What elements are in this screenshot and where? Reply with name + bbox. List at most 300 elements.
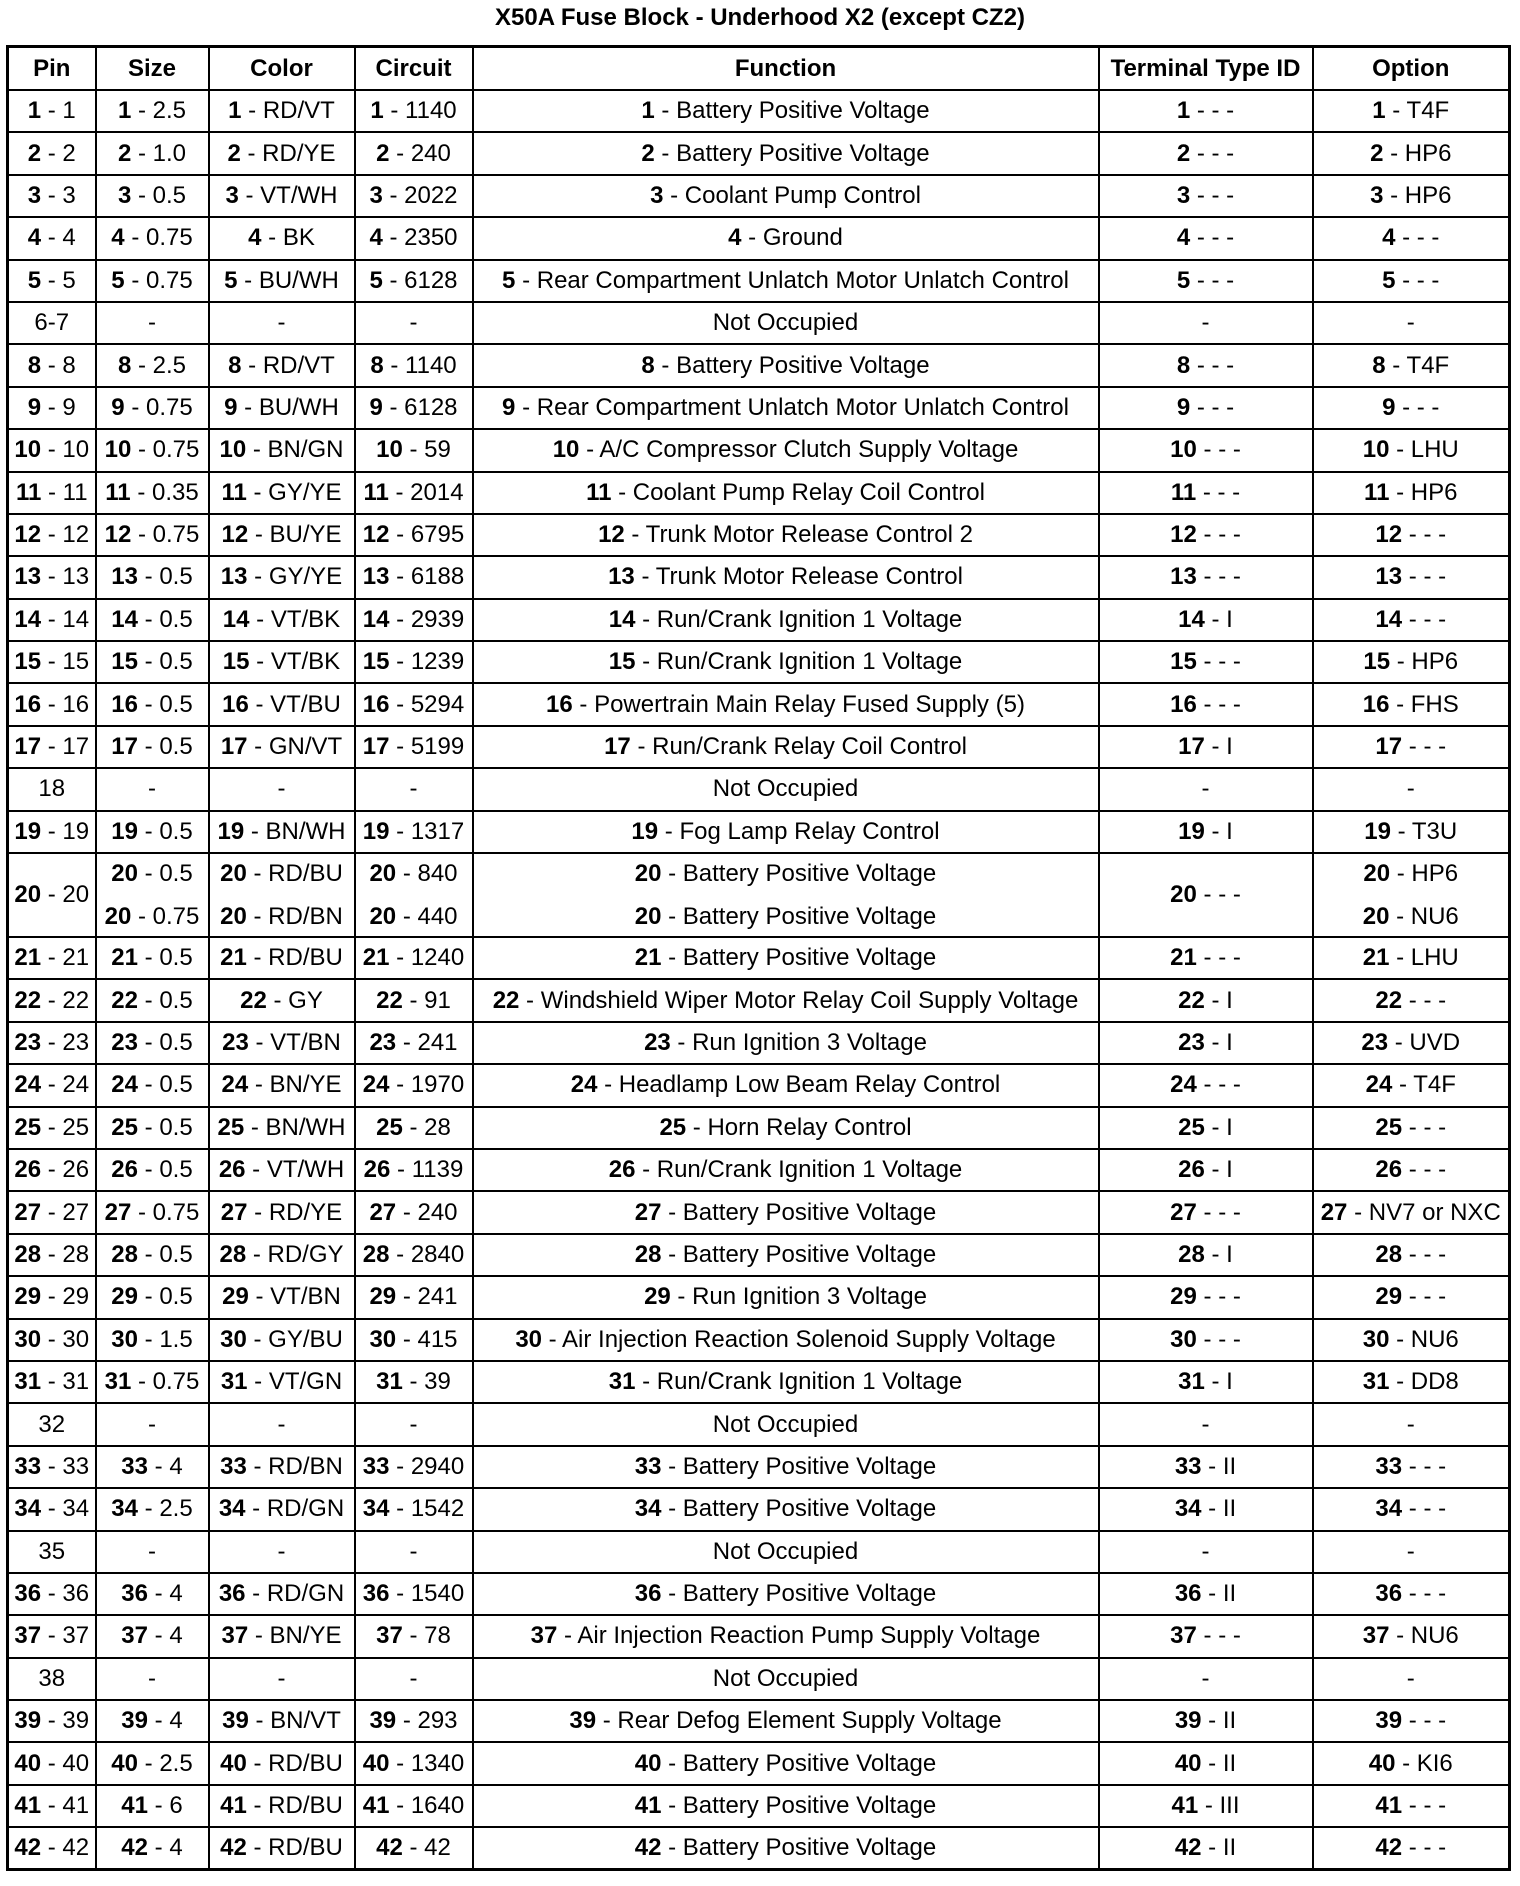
cell-key: 37 [530,1622,558,1650]
cell-text: - - [1218,1622,1241,1650]
cell-value: 22 - Windshield Wiper Motor Relay Coil Supply Voltage [492,986,1079,1014]
cell-text: 415 [417,1325,458,1353]
table-row [8,683,1510,725]
cell-key: 17 [14,733,42,761]
circuit-cell [355,260,473,302]
table-row [8,429,1510,471]
cell-key: 30 [515,1325,543,1353]
cell-value: 31 - 39 [376,1368,451,1396]
cell-text: RD/BU [268,1792,343,1820]
cell-key: 19 [362,817,390,845]
table-row [8,175,1510,217]
cell-value: 26 - Run/Crank Ignition 1 Voltage [608,1156,963,1184]
cell-text: GY [288,986,323,1014]
pin-cell [8,683,96,725]
cell-text: 0.5 [159,1029,193,1056]
circuit-cell [355,1658,473,1700]
cell-value [1407,1411,1415,1438]
cell-key: 2 [376,139,390,167]
cell-text: Trunk Motor Release Control [655,563,963,591]
cell-key: 28 [1375,1240,1403,1268]
cell-key: 23 [14,1029,42,1056]
cell-value: 2 - 2 [27,139,76,167]
cell-value: 12 - 0.75 [104,521,200,549]
cell-value: 19 - 19 [14,817,90,845]
cell-text: 59 [424,436,451,464]
cell-text: 0.5 [159,733,193,761]
cell-text: 15 [62,648,90,676]
cell-text: 38 [38,1664,66,1692]
option-cell [1313,1107,1510,1149]
cell-key: 25 [659,1113,687,1141]
cell-text: 293 [417,1707,458,1735]
cell-text: BU/YE [269,521,342,549]
pin-cell [8,1827,96,1870]
cell-value: 26 - 0.5 [111,1156,193,1184]
function-cell [473,726,1099,768]
cell-key: 14 [608,605,636,633]
cell-key: 14 [362,605,390,633]
cell-value: 9 - BU/WH [224,393,339,421]
cell-text: BN/YE [269,1622,342,1650]
option-cell [1313,387,1510,429]
cell-key: 34 [14,1495,42,1523]
cell-text: RD/VT [262,97,335,125]
cell-key: 2 [1370,139,1384,167]
cell-key: 19 [111,817,138,845]
cell-text: - - [1211,393,1235,421]
cell-value: 14 - - - [1375,605,1447,633]
color-cell [209,1446,355,1488]
pin-cell [8,1785,96,1827]
pin-cell [8,344,96,386]
color-cell [209,514,355,556]
option-cell [1313,1064,1510,1106]
terminal-type-cell [1099,1573,1313,1615]
function-cell [473,768,1099,810]
cell-value: 8 - T4F [1372,351,1450,379]
cell-key: 30 [369,1325,397,1353]
circuit-cell [355,429,473,471]
pin-cell [8,1742,96,1784]
size-cell [96,599,209,641]
cell-key: 22 [1375,986,1403,1014]
color-cell [209,1573,355,1615]
function-cell [473,937,1099,979]
cell-text: 0.5 [159,1113,193,1141]
color-cell [209,1191,355,1233]
cell-value [278,309,286,336]
pin-cell [8,472,96,514]
cell-key: 14 [14,605,42,633]
cell-text: BU/WH [258,393,339,421]
table-row [8,1276,1510,1318]
circuit-cell [355,1488,473,1530]
function-cell [473,1615,1099,1657]
cell-key: 19 [1178,817,1205,845]
cell-value [1202,1538,1210,1565]
size-cell [96,1319,209,1361]
cell-value: 27 - Battery Positive Voltage [634,1198,937,1226]
cell-key: 12 [104,521,132,549]
cell-text: 0.5 [159,944,193,972]
cell-value: 26 - VT/WH [218,1156,345,1184]
cell-text: - [148,775,156,803]
circuit-cell [355,556,473,598]
color-cell [209,768,355,810]
cell-key: 40 [1368,1749,1396,1777]
cell-text: - - [1416,393,1440,421]
cell-value: 36 - II [1174,1580,1237,1608]
cell-text: RD/YE [268,1198,343,1226]
page-title: X50A Fuse Block - Underhood X2 (except CZ2) [495,4,1025,31]
cell-text: - - [1423,1113,1447,1141]
color-cell [209,1064,355,1106]
cell-value: 4 - BK [248,224,315,252]
cell-value: 29 - 0.5 [111,1283,193,1311]
cell-value: 39 - 293 [369,1707,458,1735]
cell-value: 21 - Battery Positive Voltage [634,944,937,972]
cell-text: 14 [62,605,90,633]
cell-text: - [1201,1410,1210,1438]
cell-key: 4 [111,224,125,252]
cell-text: 2.5 [159,1495,193,1523]
size-cell [96,1149,209,1191]
size-cell [96,811,209,853]
cell-value: 23 - Run Ignition 3 Voltage [644,1029,927,1056]
cell-key: 10 [1362,436,1390,464]
cell-value: 21 - RD/BU [220,944,343,972]
cell-text: I [1226,817,1233,845]
color-cell [209,811,355,853]
cell-text: 31 [62,1368,90,1396]
cell-text: - [148,1537,156,1565]
cell-value: 28 - I [1178,1240,1233,1268]
cell-text: - [148,1410,156,1438]
cell-key: 25 [1178,1113,1205,1141]
cell-value: 27 - 240 [369,1198,458,1226]
cell-value: 20 - RD/BU [220,859,343,887]
cell-value: 24 - Headlamp Low Beam Relay Control [570,1071,1001,1099]
cell-key: 40 [220,1749,247,1777]
cell-key: 23 [1178,1029,1205,1056]
option-cell [1313,302,1510,344]
option-cell [1313,979,1510,1021]
cell-key: 23 [644,1029,671,1056]
pin-cell [8,1191,96,1233]
terminal-type-cell [1099,1276,1313,1318]
cell-key: 33 [220,1452,247,1480]
cell-value [38,775,65,802]
circuit-cell [355,90,473,132]
cell-value: 19 - I [1178,817,1233,845]
cell-value: 19 - T3U [1364,817,1458,845]
cell-key: 27 [634,1198,662,1226]
cell-value: 3 - 0.5 [117,181,187,209]
cell-text: 0.5 [159,690,193,718]
cell-key: 21 [14,944,42,972]
cell-value: 21 - LHU [1362,944,1459,972]
cell-key: 8 [1372,351,1386,379]
cell-value: 22 - 91 [376,986,451,1014]
cell-value: 23 - 241 [369,1029,458,1056]
cell-text: III [1219,1792,1240,1820]
cell-text: NU6 [1410,902,1459,930]
cell-text: - [277,1410,286,1438]
cell-value: 15 - - - [1170,648,1241,676]
cell-value: 10 - 0.75 [104,436,200,464]
circuit-cell [355,1700,473,1742]
size-cell [96,937,209,979]
cell-value: 30 - 30 [14,1325,90,1353]
circuit-cell [355,1319,473,1361]
pin-cell [8,302,96,344]
cell-key: 27 [1170,1198,1197,1226]
cell-value: 23 - UVD [1361,1029,1461,1056]
cell-value: 5 - 0.75 [111,266,193,294]
cell-key: 30 [220,1325,247,1353]
cell-text: 6128 [404,393,458,421]
cell-value [1407,1538,1415,1565]
color-cell [209,1107,355,1149]
cell-text: - - [1416,224,1440,252]
cell-key: 22 [1178,986,1205,1014]
cell-value: 10 - - - [1170,436,1241,464]
cell-text: HP6 [1404,181,1452,209]
function-cell [473,1149,1099,1191]
cell-value: 33 - RD/BN [220,1452,343,1480]
cell-key: 22 [111,986,138,1014]
cell-text: BN/YE [269,1071,342,1099]
table-row [8,472,1510,514]
cell-text: - - [1218,648,1241,676]
color-cell [209,726,355,768]
size-cell [96,1785,209,1827]
cell-value: 36 - 1540 [362,1580,465,1608]
cell-value [713,775,858,802]
cell-value: 24 - 24 [14,1071,90,1099]
cell-key: 26 [608,1156,636,1184]
cell-text: 241 [417,1283,458,1311]
cell-text: GN/VT [268,733,343,761]
size-cell [96,1022,209,1064]
cell-value: 24 - - - [1170,1071,1241,1099]
cell-text: - - [1423,521,1447,549]
cell-text: 42 [424,1834,451,1862]
terminal-type-cell [1099,260,1313,302]
cell-key: 15 [362,648,390,676]
cell-value: 28 - RD/GY [219,1240,344,1268]
size-cell [96,260,209,302]
cell-value: 34 - 2.5 [111,1495,193,1523]
cell-text: 0.5 [159,1071,193,1099]
table-row [8,132,1510,174]
cell-text: HP6 [1404,139,1452,167]
cell-value: 20 - Battery Positive Voltage [634,902,937,930]
cell-text: 1240 [410,944,465,972]
cell-key: 26 [1178,1156,1205,1184]
cell-text: 2.5 [159,1749,193,1777]
cell-text: VT/BU [270,690,341,718]
cell-text: II [1222,1834,1237,1862]
cell-key: 21 [1362,944,1390,972]
color-cell [209,429,355,471]
cell-key: 17 [362,733,390,761]
cell-text: 39 [62,1707,90,1735]
cell-value: 11 - HP6 [1364,478,1458,506]
header-terminal-type-id: Terminal Type ID [1099,47,1313,91]
cell-key: 10 [552,436,580,464]
pin-cell [8,1149,96,1191]
cell-text: - - [1211,139,1235,167]
terminal-type-cell [1099,1785,1313,1827]
cell-key: 13 [608,563,635,591]
cell-text: Rear Compartment Unlatch Motor Unlatch Control [536,393,1069,421]
cell-value: 39 - 39 [14,1707,90,1735]
cell-value: 5 - 6128 [369,266,458,294]
cell-key: 29 [14,1283,42,1311]
cell-value: 37 - NU6 [1362,1622,1459,1650]
cell-key: 21 [111,944,138,972]
pin-cell [8,260,96,302]
circuit-cell [355,1234,473,1276]
cell-text: 33 [62,1452,90,1480]
function-cell [473,1276,1099,1318]
cell-value: 12 - Trunk Motor Release Control 2 [598,521,973,549]
cell-text: - [277,309,286,337]
cell-value: 13 - - - [1375,563,1447,591]
cell-key: 30 [111,1325,138,1353]
cell-text: - - [1218,690,1241,718]
cell-value: 36 - 4 [121,1580,183,1608]
cell-value: 8 - Battery Positive Voltage [641,351,930,379]
cell-text: 23 [62,1029,90,1056]
cell-key: 11 [586,478,612,506]
cell-text: HP6 [1411,648,1459,676]
cell-value: 34 - II [1174,1495,1237,1523]
cell-key: 40 [362,1749,390,1777]
cell-text: 1540 [410,1580,465,1608]
function-cell [473,1785,1099,1827]
cell-key: 2 [27,139,42,167]
cell-text: 91 [424,986,451,1014]
cell-text: 10 [62,436,90,464]
cell-value: 29 - 241 [369,1283,458,1311]
size-cell [96,641,209,683]
cell-key: 40 [634,1749,662,1777]
cell-key: 40 [14,1749,42,1777]
cell-key: 11 [1170,478,1197,506]
cell-key: 31 [1362,1368,1390,1396]
table-row [8,937,1510,979]
function-cell [473,132,1099,174]
table-row [8,217,1510,259]
cell-key: 16 [14,690,42,718]
option-cell [1313,683,1510,725]
cell-text: 2350 [404,224,458,252]
cell-key: 9 [111,393,125,421]
cell-value: 5 - - - [1176,266,1235,294]
cell-value: 37 - 37 [14,1622,90,1650]
cell-key: 16 [546,690,573,718]
cell-key: 13 [111,563,138,591]
cell-text: HP6 [1410,478,1458,506]
cell-value [713,309,858,336]
cell-value: 15 - Run/Crank Ignition 1 Voltage [608,648,963,676]
cell-key: 13 [14,563,42,591]
cell-value: 5 - 5 [27,266,76,294]
cell-value: 29 - 29 [14,1283,90,1311]
cell-text: Battery Positive Voltage [682,944,937,972]
size-cell [96,1234,209,1276]
cell-key: 19 [217,817,245,845]
function-cell [473,1319,1099,1361]
cell-key: 4 [1176,224,1191,252]
size-cell [96,1446,209,1488]
size-cell [96,1488,209,1530]
color-cell [209,1276,355,1318]
cell-key: 31 [104,1368,132,1396]
cell-value: 42 - 42 [376,1834,451,1862]
cell-value: 10 - BN/GN [219,436,344,464]
cell-key: 23 [111,1029,138,1056]
cell-text: 0.5 [159,986,193,1014]
cell-value: 8 - 2.5 [117,351,187,379]
cell-text: 240 [417,1198,458,1226]
cell-value: 15 - HP6 [1363,648,1459,676]
circuit-cell [355,344,473,386]
cell-text: 34 [62,1495,90,1523]
cell-text: VT/BN [270,1283,341,1311]
size-cell [96,1615,209,1657]
table-row [8,90,1510,132]
cell-text: 2 [62,139,76,167]
pin-cell [8,1531,96,1573]
cell-text: 1.0 [152,139,187,167]
cell-value: 1 - 1 [27,97,76,125]
table-row [8,641,1510,683]
cell-value: 24 - 0.5 [111,1071,193,1099]
cell-key: 42 [1174,1834,1202,1862]
option-cell [1313,1276,1510,1318]
circuit-cell [355,853,473,937]
cell-key: 15 [608,648,636,676]
cell-text: 21 [62,944,90,972]
cell-value: 28 - - - [1375,1240,1447,1268]
cell-text: 0.5 [159,1240,193,1268]
table-row [8,1446,1510,1488]
cell-value: 13 - 0.5 [111,563,193,591]
cell-key: 17 [111,733,138,761]
color-cell [209,641,355,683]
cell-text: GY/BU [268,1325,343,1353]
cell-text: - - [1218,1071,1241,1099]
cell-value: 17 - GN/VT [220,733,343,761]
cell-value: 36 - 36 [14,1580,90,1608]
cell-value: 13 - 6188 [362,563,465,591]
cell-key: 24 [14,1071,42,1099]
cell-text: - - [1211,181,1235,209]
cell-value: 27 - NV7 or NXC [1320,1198,1501,1226]
cell-value: 9 - 0.75 [111,393,193,421]
cell-value: 30 - NU6 [1362,1325,1459,1353]
cell-value: 19 - 0.5 [111,817,193,845]
terminal-type-cell [1099,853,1313,937]
cell-value: 34 - 34 [14,1495,90,1523]
cell-value: 30 - 415 [369,1325,458,1353]
cell-value: 30 - - - [1170,1325,1241,1353]
cell-value [278,775,286,802]
